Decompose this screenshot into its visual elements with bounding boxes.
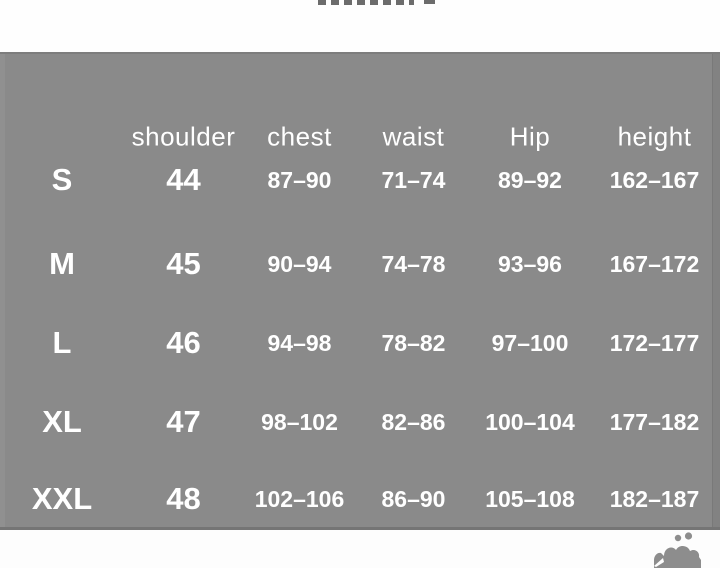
cropped-bottom-right-graphic xyxy=(652,531,706,568)
height-value: 162–167 xyxy=(609,166,700,193)
hip-value: 93–96 xyxy=(498,250,562,277)
height-value: 182–187 xyxy=(609,485,700,512)
chest-value: 90–94 xyxy=(267,250,332,277)
height-value: 167–172 xyxy=(609,250,700,277)
table-row-s xyxy=(0,162,720,198)
chest-value: 87–90 xyxy=(267,166,332,193)
size-label: XL xyxy=(42,404,82,439)
cropped-text-fragment-2 xyxy=(424,0,435,4)
chest-value: 98–102 xyxy=(261,408,338,435)
shoulder-value: 47 xyxy=(166,404,201,439)
waist-value: 71–74 xyxy=(381,166,446,193)
header-row xyxy=(0,122,720,153)
chest-value: 102–106 xyxy=(254,485,345,512)
waist-value: 74–78 xyxy=(381,250,446,277)
hip-value: 100–104 xyxy=(485,408,575,435)
waist-value: 86–90 xyxy=(381,485,446,512)
shoulder-value: 48 xyxy=(166,481,201,516)
table-row-m xyxy=(0,246,720,282)
waist-value: 78–82 xyxy=(381,329,446,356)
height-value: 177–182 xyxy=(609,408,700,435)
size-label: M xyxy=(49,246,75,281)
top-white-band xyxy=(0,0,720,52)
height-value: 172–177 xyxy=(609,329,700,356)
hip-value: 105–108 xyxy=(485,485,575,512)
size-label: S xyxy=(51,162,73,197)
table-row-xl xyxy=(0,404,720,440)
hip-value: 97–100 xyxy=(491,329,569,356)
size-chart-panel xyxy=(0,52,720,530)
size-label: XXL xyxy=(31,481,93,516)
size-label: L xyxy=(52,325,72,360)
column-header-shoulder: shoulder xyxy=(131,121,236,152)
column-header-height: height xyxy=(617,121,692,152)
column-header-chest: chest xyxy=(267,121,332,152)
shoulder-value: 46 xyxy=(166,325,201,360)
cropped-text-fragment xyxy=(318,0,414,5)
table-row-xxl xyxy=(0,481,720,517)
chest-value: 94–98 xyxy=(267,329,332,356)
table-row-l xyxy=(0,325,720,361)
hip-value: 89–92 xyxy=(498,166,562,193)
shoulder-value: 44 xyxy=(166,162,201,197)
column-header-waist: waist xyxy=(382,121,445,152)
waist-value: 82–86 xyxy=(381,408,446,435)
shoulder-value: 45 xyxy=(166,246,201,281)
column-header-hip: Hip xyxy=(509,121,551,152)
